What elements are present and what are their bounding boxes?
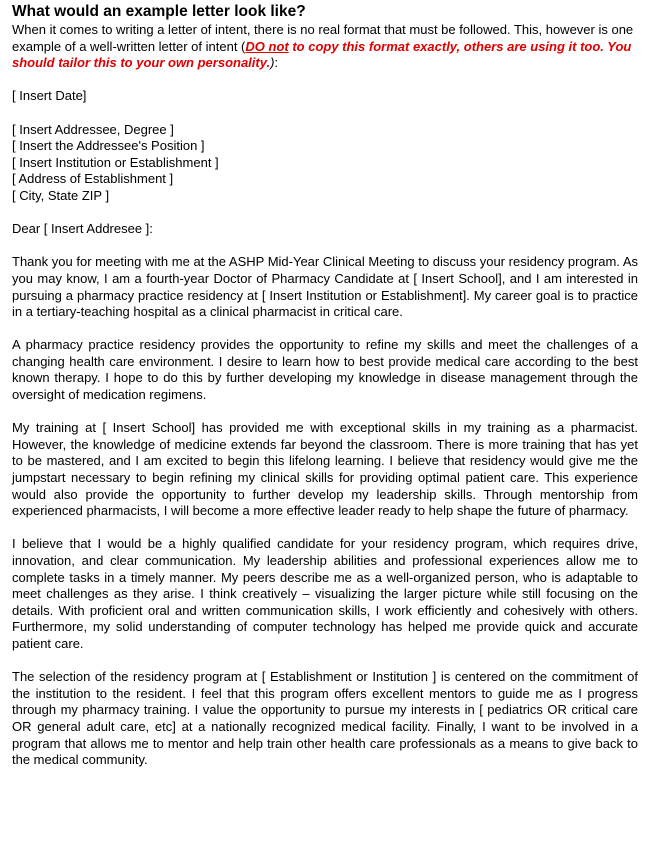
address-line: [ Address of Establishment ]	[12, 171, 174, 187]
letter-paragraph: A pharmacy practice residency provides the opportunity to refine my skills and meet the challenges of a changing health care environment. I desire to learn how to best provide medical care according to the best known therapy. I hope to do this by further developing my knowledge in disease management through the oversight of medication regimens.	[12, 337, 638, 403]
intro-text: When it comes to writing a letter of intent, there is no real format that must be followed. This, however is one example of a well-written letter of intent (	[12, 22, 634, 54]
address-block	[12, 122, 638, 205]
intro-colon: :	[274, 55, 279, 71]
letter-paragraph: Thank you for meeting with me at the ASHP Mid-Year Clinical Meeting to discuss your residency program. As you may know, I am a fourth-year Doctor of Pharmacy Candidate at [ Insert School], and I am interested in pursuing a pharmacy practice residency at [ Insert Institution or Establishment]. My career goal is to practice in a tertiary-teaching hospital as a clinical pharmacist in critical care.	[12, 254, 638, 320]
warning-text: to copy this format exactly, others are using it too. You should tailor this to your own personality.	[12, 38, 632, 71]
intro-close-paren: )	[270, 55, 275, 71]
address-line: [ Insert Institution or Establishment ]	[12, 154, 219, 170]
intro-paragraph	[12, 22, 638, 72]
letter-paragraph: My training at [ Insert School] has provided me with exceptional skills in my training as a pharmacist. However, the knowledge of medicine extends far beyond the classroom. There is more training that has yet to be mastered, and I am excited to begin this lifelong learning. I believe that residency would give me the jumpstart necessary to begin refining my clinical skills for providing optimal patient care. This experience would also provide the opportunity to further develop my leadership skills. Through mentorship from experienced pharmacists, I will become a more effective leader ready to help shape the future of pharmacy.	[12, 420, 638, 519]
letter-paragraph: The selection of the residency program at [ Establishment or Institution ] is centered on the commitment of the institution to the resident. I feel that this program offers excellent mentors to guide me as I progress through my pharmacy training. I value the opportunity to pursue my interests in [ pediatrics OR critical care OR general adult care, etc] at a nationally recognized medical facility. Finally, I want to be involved in a program that allows me to mentor and help train other health care professionals as a means to give back to the medical community.	[12, 669, 638, 768]
page-heading: What would an example letter look like?	[12, 3, 306, 20]
warning-underlined: DO not	[245, 38, 289, 54]
address-line: [ City, State ZIP ]	[12, 187, 110, 203]
letter-date: [ Insert Date]	[12, 88, 87, 104]
letter-paragraph: I believe that I would be a highly qualified candidate for your residency program, which requires drive, innovation, and clear communication. My leadership abilities and professional experiences allow me to complete tasks in a timely manner. My peers describe me as a well-organized person, who is adaptable to meet challenges as they arise. I think creatively – visualizing the larger picture while still focusing on the details. With proficient oral and written communication skills, I work efficiently and cohesively with others. Furthermore, my solid understanding of computer technology has helped me provide quick and accurate patient care.	[12, 536, 638, 651]
address-line: [ Insert Addressee, Degree ]	[12, 121, 174, 137]
salutation: Dear [ Insert Addresee ]:	[12, 221, 153, 237]
address-line: [ Insert the Addressee's Position ]	[12, 138, 205, 154]
